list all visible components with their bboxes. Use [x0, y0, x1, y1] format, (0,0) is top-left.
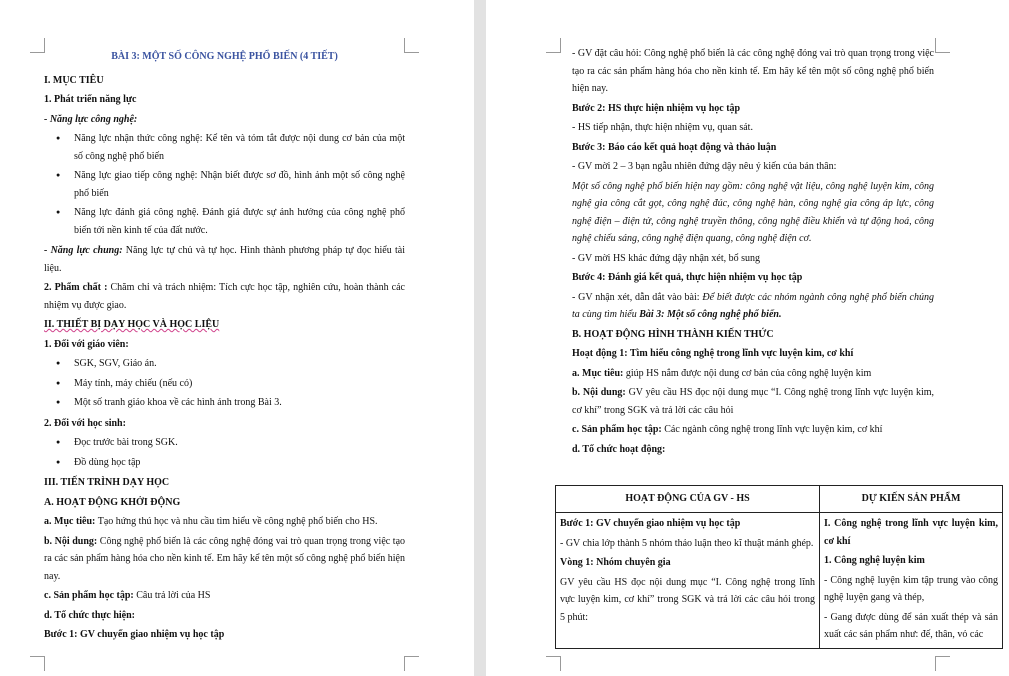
general-competency-text: Năng lực tự chủ và tự học. Hình thành phương pháp tự đọc hiểu tài liệu. [44, 245, 405, 274]
step-heading: Bước 1: GV chuyển giao nhiệm vụ học tập [44, 629, 225, 640]
cell-text: Bước 1: GV chuyển giao nhiệm vụ học tập [560, 518, 741, 529]
activity-table [555, 485, 1003, 649]
section-heading: B. HOẠT ĐỘNG HÌNH THÀNH KIẾN THỨC [572, 328, 774, 340]
paragraph [572, 289, 934, 324]
list-item: ● Máy tính, máy chiếu (nếu có) [74, 375, 405, 393]
list-item: ● Năng lực đánh giá công nghệ. Đánh giá được sự ảnh hưởng của công nghệ phổ biến tới nền kinh tế của đất nước. [74, 204, 405, 239]
paragraph-italic-text: Để biết được các nhóm ngành công nghệ phổ biến chúng ta cùng tìm hiểu [572, 291, 934, 320]
item-label: b. Nội dung: [44, 535, 98, 547]
cell-text: - Gang được dùng để sản xuất thép và sản xuất các sản phẩm như: đế, thân, vỏ các [824, 611, 998, 640]
document-page-left [0, 0, 474, 676]
table-row [556, 513, 1003, 649]
crop-mark [30, 38, 45, 53]
lesson-reference: Bài 3: Một số công nghệ phổ biến. [639, 309, 782, 320]
paragraph: - GV đặt câu hỏi: Công nghệ phổ biến là các công nghệ đóng vai trò quan trọng trong việc tạo ra các sản phẩm hàng hóa cho nền kinh tế. Em hãy kể tên một số công nghệ phổ biến hiện nay. [572, 48, 934, 94]
paragraph: - GV mời HS khác đứng dậy nhận xét, bổ sung [572, 252, 761, 264]
table-header: DỰ KIẾN SẢN PHẨM [820, 486, 1003, 513]
paragraph: - GV mời 2 – 3 bạn ngẫu nhiên đứng dậy nêu ý kiến của bản thân: [572, 161, 837, 172]
student-list [44, 434, 405, 471]
list-item: ● Năng lực giao tiếp công nghệ: Nhận biết được sơ đồ, hình ảnh một số công nghệ phổ biến [74, 167, 405, 202]
item-label: c. Sản phẩm học tập: [44, 590, 134, 601]
table-cell [820, 513, 1003, 649]
item-text: Câu trả lời của HS [133, 590, 211, 601]
crop-mark [30, 656, 45, 671]
cell-text: 1. Công nghệ luyện kim [824, 555, 925, 566]
paragraph [44, 279, 405, 314]
item-label: a. Mục tiêu: [572, 367, 624, 379]
activity-table-wrapper [555, 485, 1005, 653]
cell-text: - Công nghệ luyện kim tập trung vào công nghệ luyện gang và thép, [824, 574, 998, 603]
item-text: Công nghệ phổ biến là các công nghệ đóng vai trò quan trọng trong việc tạo ra các sản phẩm hàng hóa cho nền kinh tế. Em hãy kể tên một số công nghệ phổ biến hiện nay. [44, 535, 406, 582]
step-heading: Bước 2: HS thực hiện nhiệm vụ học tập [572, 102, 741, 114]
list-item: ● Năng lực nhận thức công nghệ: Kể tên và tóm tắt được nội dung cơ bản của một số công nghệ phổ biến [74, 130, 405, 165]
step-heading: Bước 3: Báo cáo kết quả hoạt động và thảo luận [572, 141, 777, 153]
activity-heading: Hoạt động 1: Tìm hiểu công nghệ trong lĩnh vực luyện kim, cơ khí [572, 348, 854, 359]
quality-text: Chăm chỉ và trách nhiệm: Tích cực học tập, nghiên cứu, hoàn thành các nhiệm vụ được giao. [44, 282, 405, 311]
table-cell [556, 513, 820, 649]
section-heading: A. HOẠT ĐỘNG KHỞI ĐỘNG [44, 496, 181, 508]
cell-text: I. Công nghệ trong lĩnh vực luyện kim, cơ khí [824, 518, 998, 547]
step-heading: Bước 4: Đánh giá kết quả, thực hiện nhiệm vụ học tập [572, 272, 803, 283]
crop-mark [404, 656, 419, 671]
item-label: d. Tổ chức thực hiện: [44, 609, 135, 621]
list-item: ● SGK, SGV, Giáo án. [74, 355, 405, 373]
list-item: ● Đồ dùng học tập [74, 454, 405, 472]
paragraph [44, 513, 405, 531]
section-heading [44, 316, 405, 334]
list-item: ● Đọc trước bài trong SGK. [74, 434, 405, 452]
table-header: HOẠT ĐỘNG CỦA GV - HS [556, 486, 820, 513]
section-heading: I. MỤC TIÊU [44, 74, 104, 86]
page-content [44, 48, 405, 646]
competency-list [44, 130, 405, 239]
paragraph [572, 421, 934, 439]
crop-mark [546, 38, 561, 53]
item-label: a. Mục tiêu: [44, 516, 96, 527]
cell-text: Vòng 1: Nhóm chuyên gia [560, 557, 671, 568]
paragraph [572, 365, 934, 383]
paragraph [44, 533, 405, 586]
item-text: Tạo hứng thú học và nhu cầu tìm hiểu về công nghệ phổ biến cho HS. [95, 516, 378, 527]
paragraph [44, 587, 405, 605]
cell-text: GV yêu cầu HS đọc nội dung mục “I. Công nghệ trong lĩnh vực luyện kim, cơ khí” trong SGK và trả lời các câu hỏi trong 5 phút: [560, 576, 815, 623]
subsection-heading: 1. Đối với giáo viên: [44, 338, 129, 350]
paragraph-text: - GV nhận xét, dẫn dắt vào bài: [572, 291, 703, 303]
paragraph [572, 384, 934, 419]
paragraph-italic: Một số công nghệ phổ biến hiện nay gồm: công nghệ vật liệu, công nghệ luyện kim, công nghệ gia công cắt gọt, công nghệ đúc, công nghệ hàn, công nghệ gia công áp lực, công nghệ điện – điện tử, công nghệ truyền thông, công nghệ điều khiển và tự động hoá, công nghệ chiếu sáng, công nghệ điện quang, công nghệ điện cơ. [572, 180, 934, 244]
section-heading-text: II. THIẾT BỊ DẠY HỌC VÀ HỌC LIỆU [44, 319, 220, 330]
item-label: d. Tổ chức hoạt động: [572, 443, 666, 455]
subsection-heading: 1. Phát triển năng lực [44, 94, 137, 105]
item-text: giúp HS nắm được nội dung cơ bản của công nghệ luyện kim [623, 367, 872, 379]
table-header-row [556, 486, 1003, 513]
page-content [572, 45, 934, 460]
item-text: GV yêu cầu HS đọc nội dung mục “I. Công nghệ trong lĩnh vực luyện kim, cơ khí” trong SGK và trả lời các câu hỏi [572, 387, 935, 416]
cell-text: - GV chia lớp thành 5 nhóm thảo luận theo kĩ thuật mảnh ghép. [560, 537, 814, 549]
teacher-list [44, 355, 405, 412]
list-item: ● Một số tranh giáo khoa về các hình ảnh trong Bài 3. [74, 394, 405, 412]
quality-label: 2. Phẩm chất : [44, 282, 108, 293]
page-gutter [474, 0, 486, 676]
item-label: b. Nội dung: [572, 387, 626, 398]
section-heading: III. TIẾN TRÌNH DẠY HỌC [44, 477, 170, 488]
paragraph [44, 242, 405, 277]
item-label: c. Sản phẩm học tập: [572, 424, 662, 435]
general-competency-label: - Năng lực chung: [44, 245, 123, 256]
crop-mark [935, 656, 950, 671]
crop-mark [404, 38, 419, 53]
item-text: Các ngành công nghệ trong lĩnh vực luyện kim, cơ khí [661, 424, 883, 435]
lesson-title: BÀI 3: MỘT SỐ CÔNG NGHỆ PHỔ BIẾN (4 TIẾT) [111, 51, 338, 62]
paragraph: - HS tiếp nhận, thực hiện nhiệm vụ, quan sát. [572, 122, 753, 133]
subsection-heading: 2. Đối với học sinh: [44, 417, 126, 429]
crop-mark [546, 656, 561, 671]
competency-label: - Năng lực công nghệ: [44, 113, 138, 125]
crop-mark [935, 38, 950, 53]
